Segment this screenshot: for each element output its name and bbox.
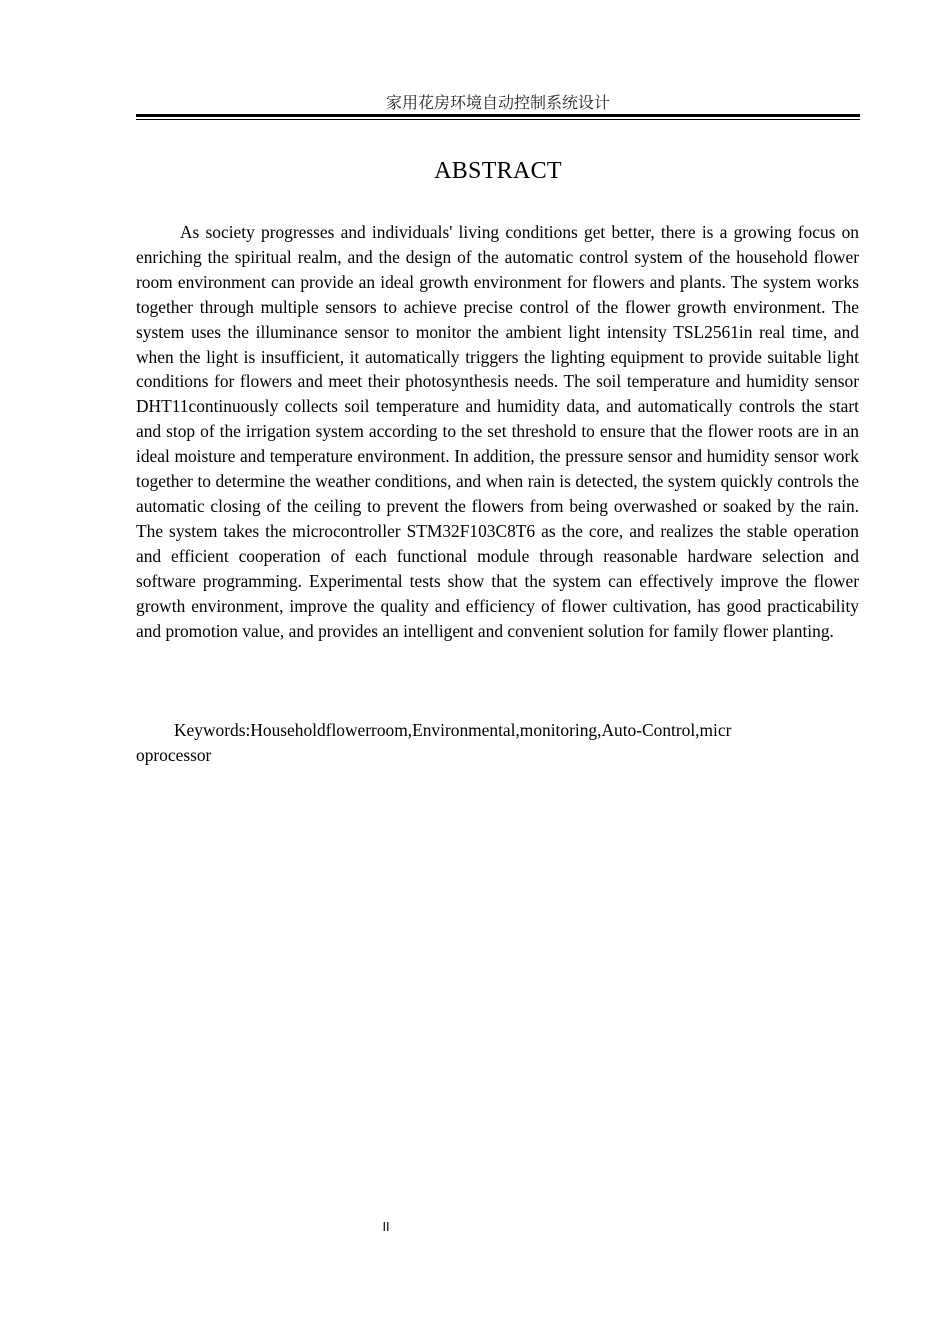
page-number: II — [382, 1220, 390, 1234]
keywords-line: Keywords:Householdflowerroom,Environmental,monitoring,Auto-Control,microprocessor — [136, 720, 732, 765]
abstract-paragraph: As society progresses and individuals' living conditions get better, there is a growing focus on enriching the spiritual realm, and the design of the automatic control system of the household flower room environment can provide an ideal growth environment for flowers and plants. The system works together through multiple sensors to achieve precise control of the flower growth environment. The system uses the illuminance sensor to monitor the ambient light intensity TSL2561in real time, and when the light is insufficient, it automatically triggers the lighting equipment to provide suitable light conditions for flowers and meet their photosynthesis needs. The soil temperature and humidity sensor DHT11continuously collects soil temperature and humidity data, and automatically controls the start and stop of the irrigation system according to the set threshold to ensure that the flower roots are in an ideal moisture and temperature environment. In addition, the pressure sensor and humidity sensor work together to determine the weather conditions, and when rain is detected, the system quickly controls the automatic closing of the ceiling to prevent the flowers from being overwashed or soaked by the rain. The system takes the microcontroller STM32F103C8T6 as the core, and realizes the stable operation and efficient cooperation of each functional module through reasonable hardware selection and software programming. Experimental tests show that the system can effectively improve the flower growth environment, improve the quality and efficiency of flower cultivation, has good practicability and promotion value, and provides an intelligent and convenient solution for family flower planting. — [136, 222, 859, 641]
header-rule-thin — [136, 119, 860, 120]
running-header-title: 家用花房环境自动控制系统设计 — [385, 93, 610, 112]
abstract-heading: ABSTRACT — [434, 158, 562, 184]
header-rule-thick — [136, 114, 860, 117]
